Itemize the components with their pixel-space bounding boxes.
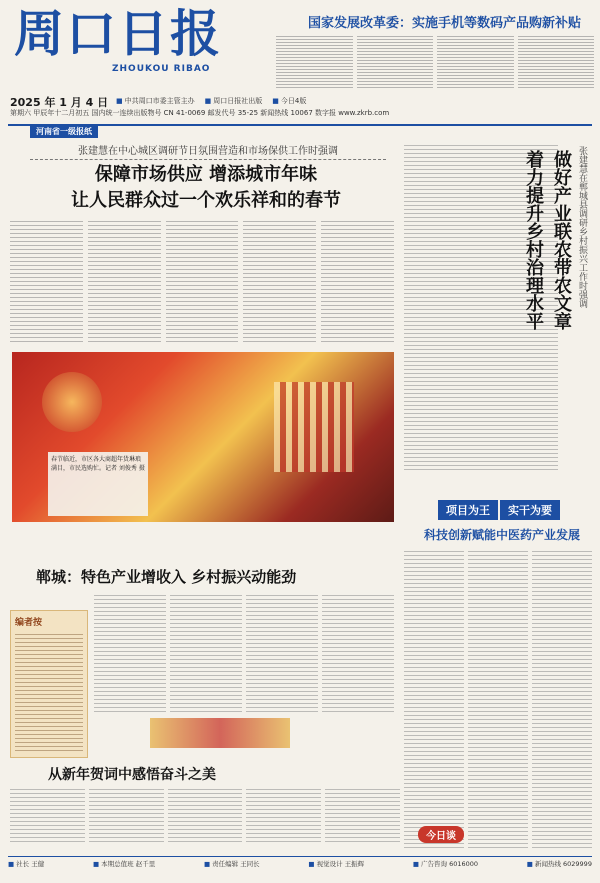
dancheng-story-body — [94, 592, 394, 712]
footer-item: ■ 广告咨询 6016000 — [413, 859, 478, 870]
masthead — [8, 4, 592, 92]
main-story-body — [10, 218, 394, 344]
headline-line-2: 让人民群众过一个欢乐祥和的春节 — [71, 190, 341, 211]
banner-text-2: 实干为要 — [500, 500, 560, 520]
footer-item: ■ 责任编辑 王同长 — [204, 859, 260, 870]
footer — [8, 856, 592, 870]
main-story-headline[interactable] — [18, 162, 394, 214]
right-story-kicker: 张建慧在郸城县调研乡村振兴工作时强调 — [577, 146, 587, 308]
footer-item: ■ 视觉设计 王振辉 — [308, 859, 364, 870]
commentary-title: 编者按 — [15, 618, 43, 628]
edition-badge: 河南省一级报纸 — [30, 125, 98, 138]
right-story-headline-1[interactable]: 做好产业联农带农文章 — [551, 150, 572, 330]
dateline-items — [116, 96, 306, 106]
dateline-item: ■ 今日4版 — [272, 96, 306, 106]
tcm-story-body — [404, 548, 592, 848]
commentary-text — [15, 631, 83, 753]
dateline-item: ■ 中共周口市委主管主办 — [116, 96, 195, 106]
new-year-headline[interactable]: 从新年贺词中感悟奋斗之美 — [48, 767, 216, 783]
footer-item: ■ 新闻热线 6029999 — [527, 859, 592, 870]
issue-info: 第期六 甲辰年十二月初五 国内统一连续出版物号 CN 41-0069 邮发代号 35-25 新闻热线 10067 数字报 www.zkrb.com — [10, 109, 390, 117]
footer-item: ■ 本期总值班 赵千里 — [93, 859, 155, 870]
dateline — [8, 92, 592, 122]
festival-graphic — [150, 718, 290, 748]
top-story-text — [276, 34, 594, 90]
new-year-story-body — [10, 786, 400, 844]
dancheng-headline[interactable]: 郸城：特色产业增收入 乡村振兴动能劲 — [36, 568, 297, 586]
footer-item: ■ 社长 王健 — [8, 859, 44, 870]
newspaper-logo: 周口日报 — [14, 4, 222, 63]
tcm-headline[interactable]: 科技创新赋能中医药产业发展 — [423, 528, 580, 542]
publish-date: 2025 年 1 月 4 日 — [10, 96, 109, 109]
banner-text-1: 项目为王 — [438, 500, 498, 520]
main-story-kicker: 张建慧在中心城区调研节日氛围营造和市场保供工作时强调 — [30, 142, 386, 160]
commentary-box — [10, 610, 88, 758]
logo-pinyin: ZHOUKOU RIBAO — [112, 64, 211, 74]
top-headline[interactable]: 国家发展改革委：实施手机等数码产品购新补贴 — [308, 16, 582, 31]
slogan-banner — [438, 500, 560, 520]
today-talk-badge: 今日谈 — [418, 826, 464, 843]
headline-line-1: 保障市场供应 增添城市年味 — [94, 164, 318, 185]
photo-caption: 春节临近，市区各大商超年货琳琅满目，市民选购忙。记者 刘俊秀 摄 — [48, 452, 148, 516]
dateline-item: ■ 周口日报社出版 — [205, 96, 263, 106]
right-story-headline-2[interactable]: 着力提升乡村治理水平 — [523, 150, 544, 330]
